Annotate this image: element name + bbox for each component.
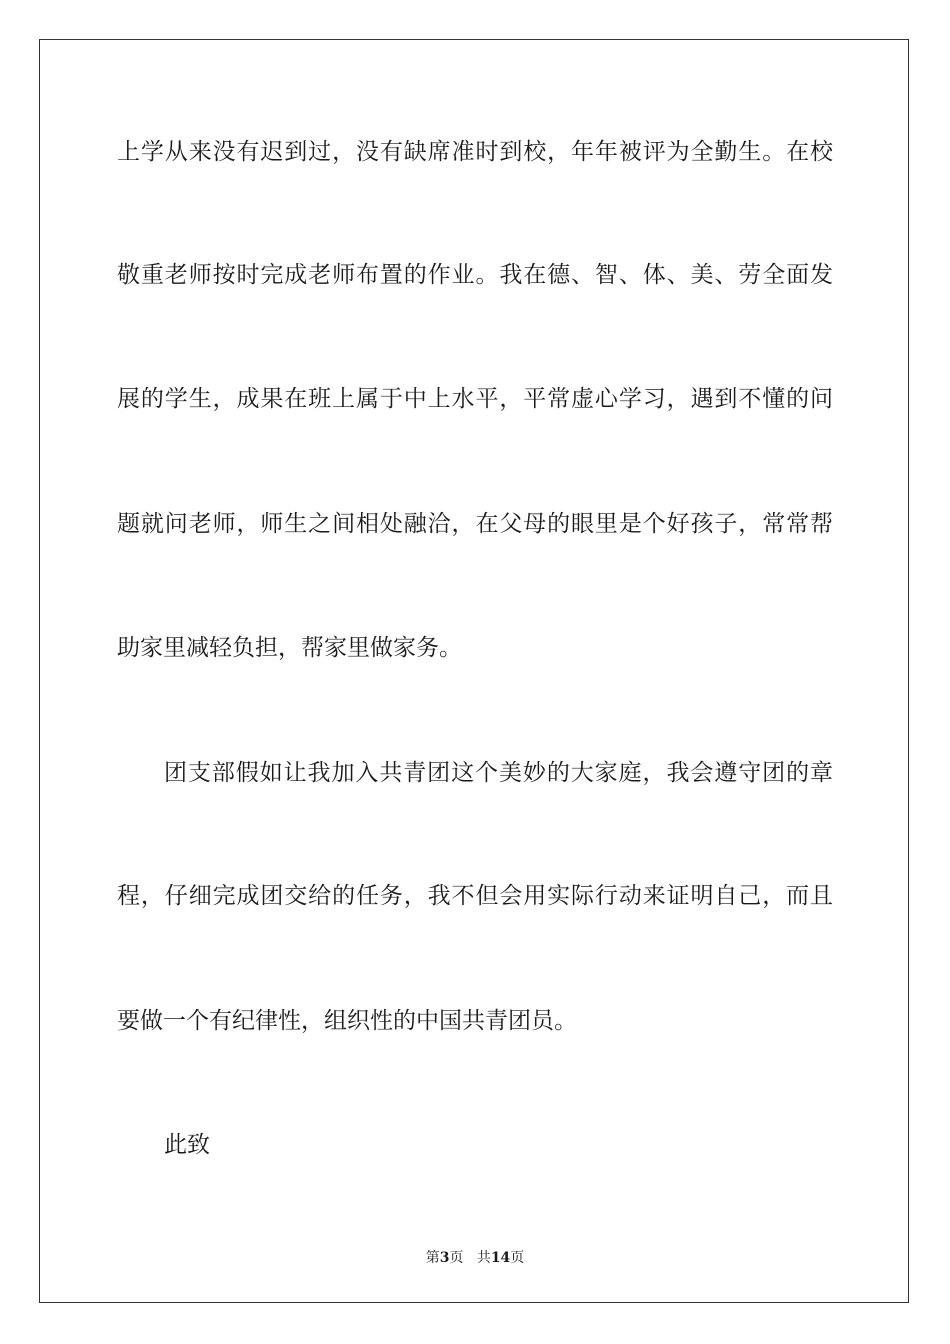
- footer-page-number: 3: [439, 1250, 450, 1266]
- footer-total-prefix: 共: [476, 1250, 491, 1266]
- footer-total-pages: 14: [490, 1250, 511, 1266]
- paragraph-1-line-2: 敬重老师按时完成老师布置的作业。我在德、智、体、美、劳全面发: [117, 262, 833, 288]
- page-border: [39, 39, 909, 1303]
- paragraph-2-line-2: 程，仔细完成团交给的任务，我不但会用实际行动来证明自己，而且: [117, 883, 833, 909]
- footer-page-prefix: 第: [425, 1250, 440, 1266]
- paragraph-1-line-4: 题就问老师，师生之间相处融洽，在父母的眼里是个好孩子，常常帮: [117, 511, 833, 537]
- closing-salutation: 此致: [164, 1132, 210, 1158]
- footer-page-suffix: 页: [449, 1250, 464, 1266]
- paragraph-1-line-1: 上学从来没有迟到过，没有缺席准时到校，年年被评为全勤生。在校: [117, 139, 833, 165]
- paragraph-1-line-5: 助家里减轻负担，帮家里做家务。: [117, 635, 462, 661]
- paragraph-2-line-3: 要做一个有纪律性，组织性的中国共青团员。: [117, 1008, 577, 1034]
- page-footer: [0, 1247, 950, 1267]
- paragraph-2-line-1: 团支部假如让我加入共青团这个美妙的大家庭，我会遵守团的章: [164, 760, 833, 786]
- footer-total-suffix: 页: [510, 1250, 525, 1266]
- paragraph-1-line-3: 展的学生，成果在班上属于中上水平，平常虚心学习，遇到不懂的问: [117, 386, 833, 412]
